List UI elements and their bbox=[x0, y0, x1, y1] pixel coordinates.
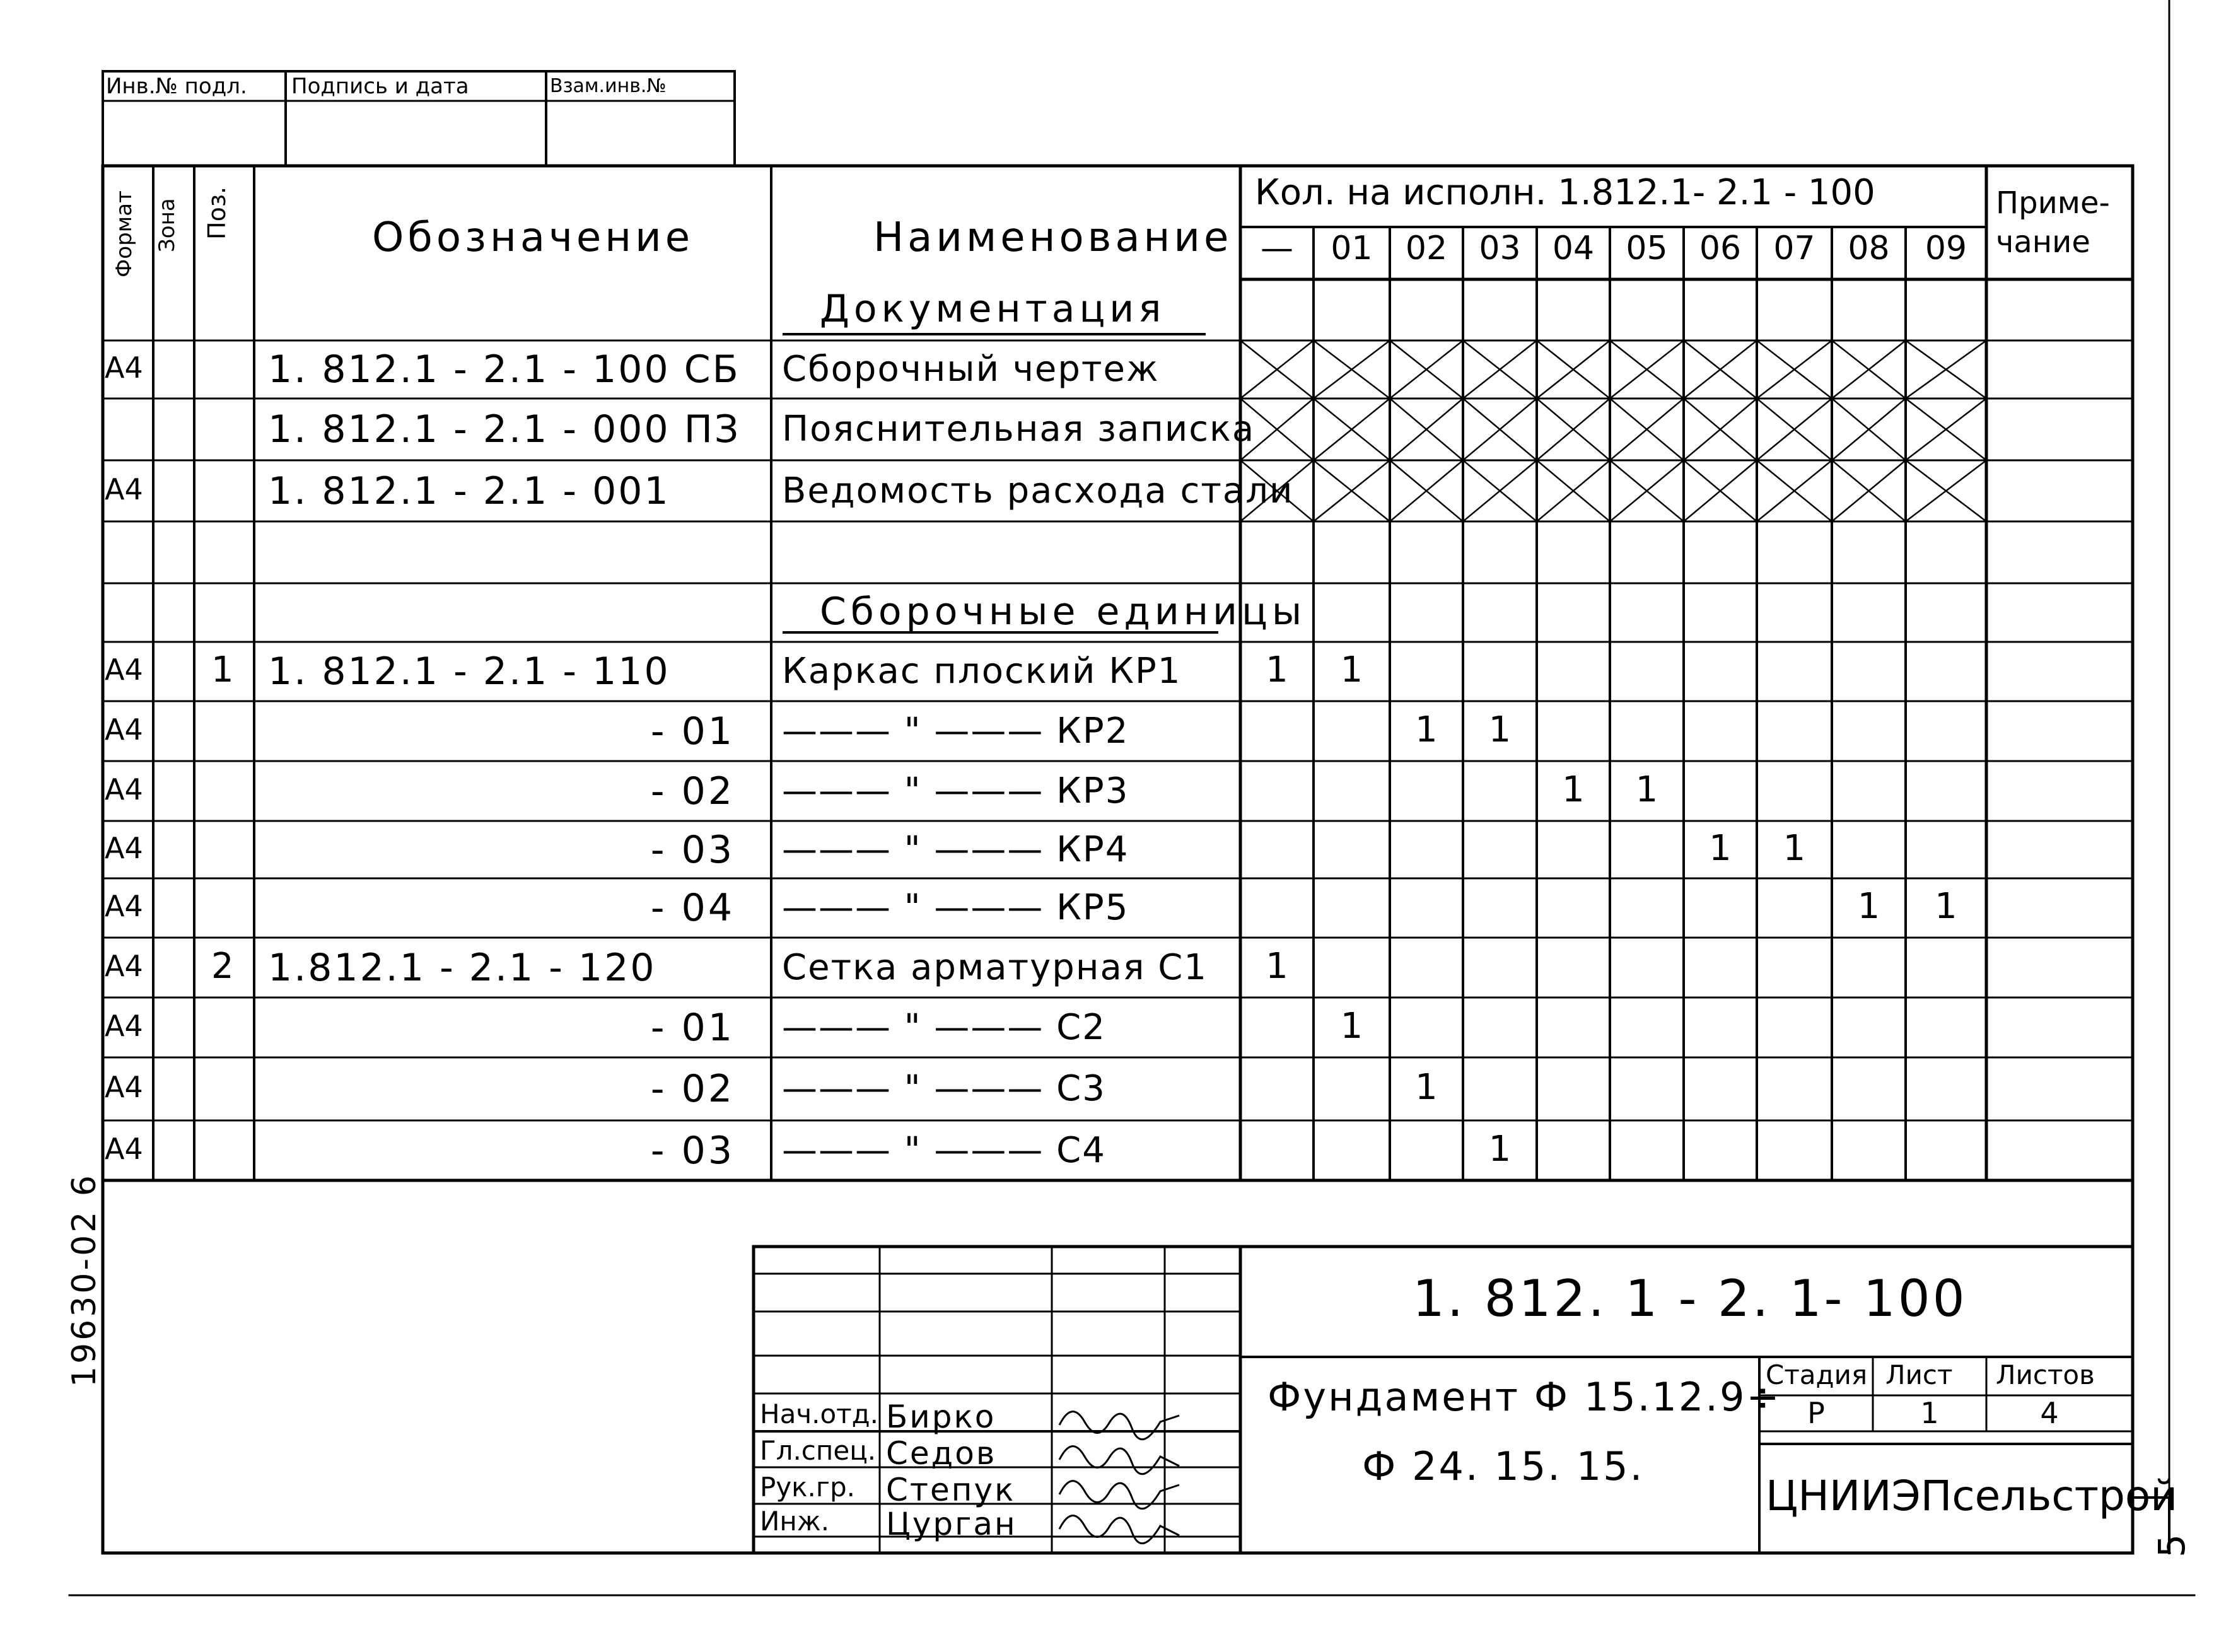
row-name: Сборочный чертеж bbox=[782, 349, 1160, 390]
row-designation: 1. 812.1 - 2.1 - 001 bbox=[268, 468, 670, 513]
signature-Бирко bbox=[1059, 1412, 1179, 1440]
sheet-value: 1 bbox=[1920, 1396, 1939, 1430]
row-format: А4 bbox=[105, 889, 143, 923]
staff-name: Цурган bbox=[886, 1506, 1017, 1542]
row-qty-cell: 1 bbox=[1635, 769, 1658, 810]
row-name: ——— " ——— КР2 bbox=[782, 710, 1129, 752]
variant-header-09: 09 bbox=[1925, 230, 1967, 267]
staff-role: Нач.отд. bbox=[760, 1399, 879, 1429]
row-name: ——— " ——— КР4 bbox=[782, 829, 1129, 870]
row-designation: - 01 bbox=[650, 1005, 735, 1050]
section-title: Сборочные единицы bbox=[820, 589, 1307, 634]
header-naimenovanie: Наименование bbox=[873, 214, 1233, 261]
staff-name: Бирко bbox=[886, 1399, 996, 1435]
header-poz: Поз. bbox=[203, 186, 231, 240]
header-zona: Зона bbox=[154, 198, 180, 252]
row-qty-cell: 1 bbox=[1266, 945, 1288, 987]
variant-header-07: 07 bbox=[1773, 230, 1815, 267]
stage-value: Р bbox=[1807, 1396, 1825, 1430]
row-qty-cell: 1 bbox=[1266, 649, 1288, 690]
row-designation: 1.812.1 - 2.1 - 120 bbox=[268, 945, 656, 990]
row-designation: 1. 812.1 - 2.1 - 110 bbox=[268, 649, 670, 694]
page-number: 5 bbox=[2150, 1534, 2193, 1557]
variant-header-04: 04 bbox=[1552, 230, 1595, 267]
row-qty-cell: 1 bbox=[1415, 709, 1438, 750]
row-format: А4 bbox=[105, 653, 143, 687]
variant-header-03: 03 bbox=[1479, 230, 1521, 267]
header-oboznachenie: Обозначение bbox=[372, 214, 694, 261]
side-archive-number: 19630-02 6 bbox=[66, 1173, 103, 1387]
row-qty-cell: 1 bbox=[1935, 886, 1957, 927]
variant-header-05: 05 bbox=[1626, 230, 1668, 267]
row-format: А4 bbox=[105, 948, 143, 983]
row-qty-cell: 1 bbox=[1340, 1005, 1363, 1047]
stamp-inv-podl: Инв.№ подл. bbox=[106, 74, 247, 99]
row-format: А4 bbox=[105, 772, 143, 806]
row-designation: - 01 bbox=[650, 709, 735, 753]
row-qty-cell: 1 bbox=[1488, 1128, 1512, 1170]
row-format: А4 bbox=[105, 472, 143, 506]
staff-role: Инж. bbox=[760, 1506, 830, 1537]
row-format: А4 bbox=[105, 1131, 143, 1166]
staff-name: Степук bbox=[886, 1472, 1016, 1508]
row-qty-cell: 1 bbox=[1709, 827, 1732, 869]
title-line-2: Ф 24. 15. 15. bbox=[1362, 1443, 1645, 1489]
row-name: Сетка арматурная С1 bbox=[782, 946, 1208, 988]
row-format: А4 bbox=[105, 1070, 143, 1104]
row-position: 2 bbox=[211, 945, 234, 987]
row-qty-cell: 1 bbox=[1562, 769, 1585, 810]
sheets-value: 4 bbox=[2040, 1396, 2059, 1430]
sheets-label: Листов bbox=[1996, 1359, 2095, 1390]
row-format: А4 bbox=[105, 351, 143, 385]
header-format: Формат bbox=[112, 190, 137, 277]
signature-Седов bbox=[1059, 1446, 1179, 1474]
row-designation: 1. 812.1 - 2.1 - 000 ПЗ bbox=[268, 407, 741, 451]
row-name: Пояснительная записка bbox=[782, 409, 1256, 450]
stamp-vzam-inv: Взам.инв.№ bbox=[550, 75, 667, 97]
row-designation: - 03 bbox=[650, 827, 735, 872]
variant-header-01: 01 bbox=[1331, 230, 1373, 267]
signature-Цурган bbox=[1059, 1516, 1179, 1544]
row-qty-cell: 1 bbox=[1415, 1067, 1438, 1108]
header-kol-title: Кол. на исполн. 1.812.1- 2.1 - 100 bbox=[1255, 172, 1875, 213]
variant-header-08: 08 bbox=[1848, 230, 1890, 267]
row-qty-cell: 1 bbox=[1488, 709, 1512, 750]
row-qty-cell: 1 bbox=[1783, 827, 1806, 869]
row-designation: - 02 bbox=[650, 769, 735, 813]
row-format: А4 bbox=[105, 712, 143, 747]
row-name: Каркас плоский КР1 bbox=[782, 651, 1182, 692]
staff-role: Рук.гр. bbox=[760, 1472, 855, 1503]
row-qty-cell: 1 bbox=[1857, 886, 1880, 927]
row-position: 1 bbox=[211, 649, 234, 690]
variant-header-06: 06 bbox=[1699, 230, 1742, 267]
row-format: А4 bbox=[105, 1008, 143, 1043]
stamp-podpis-data: Подпись и дата bbox=[291, 74, 469, 99]
row-name: Ведомость расхода стали bbox=[782, 470, 1294, 511]
staff-name: Седов bbox=[886, 1435, 997, 1472]
header-primechanie-2: чание bbox=[1996, 224, 2090, 260]
row-designation: - 04 bbox=[650, 886, 735, 930]
row-name: ——— " ——— С4 bbox=[782, 1129, 1106, 1171]
organization-name: ЦНИИЭПсельстрой bbox=[1766, 1472, 2178, 1520]
row-name: ——— " ——— С2 bbox=[782, 1006, 1106, 1048]
header-primechanie-1: Приме- bbox=[1996, 185, 2110, 221]
staff-role: Гл.спец. bbox=[760, 1435, 877, 1466]
row-designation: 1. 812.1 - 2.1 - 100 СБ bbox=[268, 347, 740, 392]
row-designation: - 03 bbox=[650, 1128, 735, 1173]
title-line-1: Фундамент Ф 15.12.9÷ bbox=[1267, 1374, 1781, 1420]
row-name: ——— " ——— КР5 bbox=[782, 887, 1129, 928]
row-name: ——— " ——— КР3 bbox=[782, 770, 1129, 811]
row-designation: - 02 bbox=[650, 1067, 735, 1111]
section-title: Документация bbox=[820, 286, 1166, 331]
variant-header-02: 02 bbox=[1405, 230, 1448, 267]
row-name: ——— " ——— С3 bbox=[782, 1068, 1106, 1109]
stage-label: Стадия bbox=[1766, 1359, 1868, 1390]
row-qty-cell: 1 bbox=[1340, 649, 1363, 690]
variant-header-base: — bbox=[1261, 230, 1293, 267]
sheet-label: Лист bbox=[1885, 1359, 1953, 1390]
document-code: 1. 812. 1 - 2. 1- 100 bbox=[1413, 1269, 1967, 1328]
row-format: А4 bbox=[105, 830, 143, 865]
